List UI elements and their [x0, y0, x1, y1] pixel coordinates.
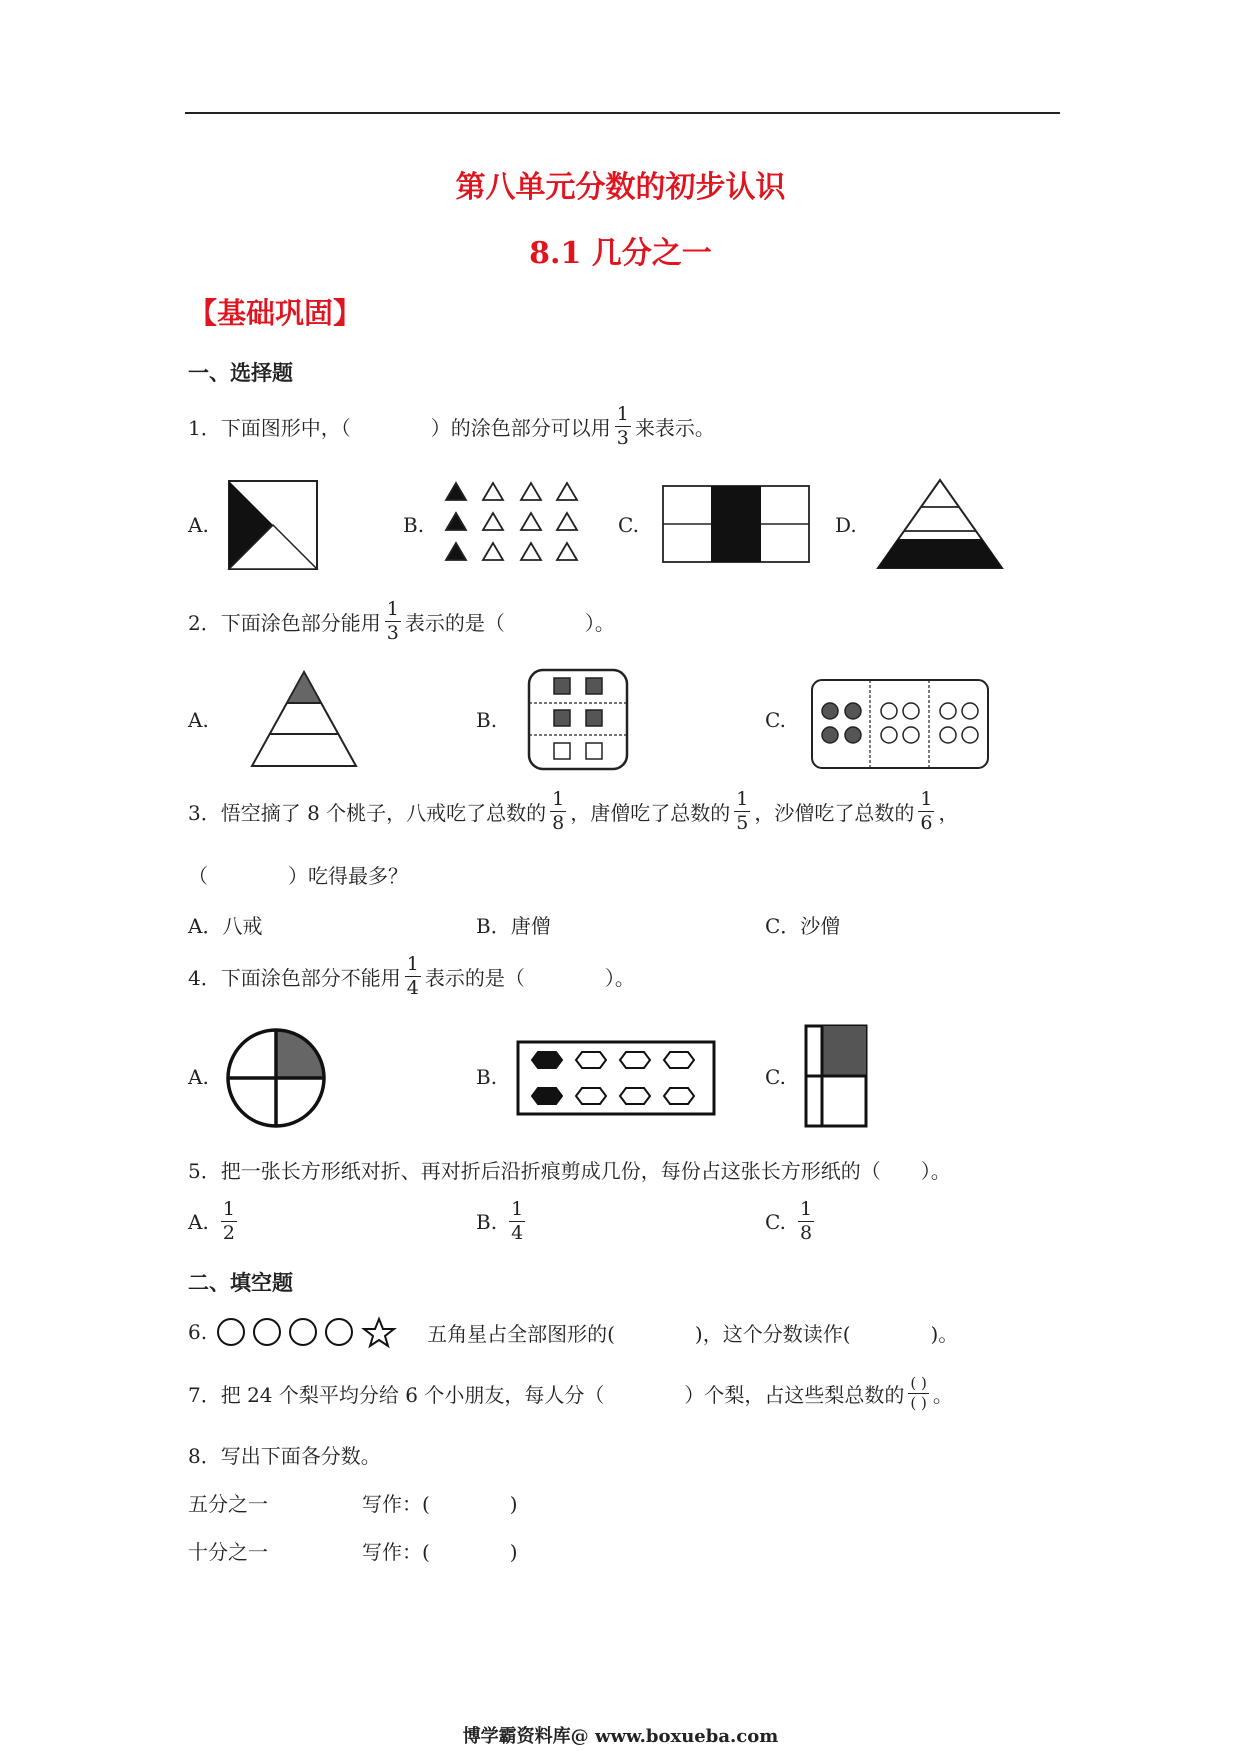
q5-option-c: C. $\frac{1}{8}$ [765, 1198, 813, 1244]
question-8: 8．写出下面各分数。 [188, 1444, 381, 1468]
q2-fraction: $\frac{1}{3}$ [386, 598, 399, 644]
part2-heading: 二、填空题 [188, 1270, 293, 1295]
q4-fraction: $\frac{1}{4}$ [406, 953, 419, 999]
page-subtitle: 8.1 几分之一 [529, 236, 712, 271]
q6-shapes [217, 1317, 419, 1347]
q7-text: 7．把 24 个梨平均分给 6 个小朋友，每人分（ ）个梨，占这些梨总数的 [188, 1383, 905, 1407]
q7-end: 。 [932, 1383, 953, 1407]
section-heading: 【基础巩固】 [188, 296, 363, 330]
q6-prefix: 6. [188, 1320, 208, 1344]
question-7 [188, 1376, 953, 1411]
q1-option-d: D. [835, 513, 857, 537]
question-5: 5．把一张长方形纸对折、再对折后沿折痕剪成几份，每份占这张长方形纸的（ ）。 [188, 1159, 951, 1183]
q5-option-b: B. $\frac{1}{4}$ [476, 1198, 524, 1244]
q3-option-a: A．八戒 [188, 914, 263, 938]
q3-fraction-shaseng: $\frac{1}{6}$ [920, 788, 933, 834]
question-1 [188, 405, 715, 448]
q3-fraction-tangseng: $\frac{1}{5}$ [736, 788, 749, 834]
q3-mid1: ，唐僧吃了总数的 [570, 801, 731, 825]
q2-option-c: C. [765, 708, 786, 732]
q8-row2-name: 十分之一 [188, 1540, 268, 1564]
q1-suffix: 来表示。 [634, 416, 715, 440]
q4-figure-b [516, 1040, 716, 1116]
q4-option-b: B. [476, 1065, 498, 1089]
q1-figure-b [443, 480, 578, 565]
q2-figure-c [810, 678, 990, 770]
q1-figure-a [228, 480, 318, 570]
q4-option-c: C. [765, 1065, 786, 1089]
q1-figure-d [877, 478, 1003, 570]
q2-figure-a [250, 670, 358, 768]
q3-mid2: ，沙僧吃了总数的 [754, 801, 915, 825]
footer-watermark: 博学霸资料库@ www.boxueba.com [462, 1726, 779, 1747]
q8-row2-answer: 写作：( ) [362, 1540, 518, 1564]
q2-suffix: 表示的是（ ）。 [404, 611, 615, 635]
q3-fraction-bajie: $\frac{1}{8}$ [552, 788, 565, 834]
q1-fraction: $\frac{1}{3}$ [616, 403, 629, 449]
q5-option-a: A. $\frac{1}{2}$ [188, 1198, 235, 1244]
q4-option-a: A. [188, 1065, 209, 1089]
q8-row1-name: 五分之一 [188, 1492, 268, 1516]
q6-text: 五角星占全部图形的( )，这个分数读作( )。 [427, 1321, 959, 1346]
question-4 [188, 955, 635, 998]
q2-option-b: B. [476, 708, 498, 732]
q2-option-a: A. [188, 708, 209, 732]
q8-row1-answer: 写作：( ) [362, 1492, 518, 1516]
question-6 [188, 1317, 958, 1347]
q1-option-a: A. [188, 513, 209, 537]
q1-option-b: B. [403, 513, 425, 537]
q4-figure-c [804, 1024, 868, 1128]
q3-option-c: C．沙僧 [765, 914, 841, 938]
q3-line2: （ ）吃得最多？ [188, 864, 408, 888]
q1-figure-c [662, 485, 810, 563]
q4-figure-a [226, 1028, 326, 1128]
header-rule [185, 112, 1060, 114]
q4-prefix: 4．下面涂色部分不能用 [188, 966, 401, 990]
q4-suffix: 表示的是（ ）。 [424, 966, 635, 990]
q3-prefix: 3．悟空摘了 8 个桃子，八戒吃了总数的 [188, 801, 547, 825]
question-3 [188, 790, 958, 833]
q1-option-c: C. [618, 513, 639, 537]
page-title: 第八单元分数的初步认识 [455, 170, 786, 205]
part1-heading: 一、选择题 [188, 360, 293, 385]
q1-prefix: 1．下面图形中，（ ）的涂色部分可以用 [188, 416, 611, 440]
q3-option-b: B．唐僧 [476, 914, 551, 938]
q3-end: ， [938, 801, 959, 825]
q7-fraction: $\frac{( )}{( )}$ [910, 1374, 927, 1412]
q2-prefix: 2．下面涂色部分能用 [188, 611, 381, 635]
q2-figure-b [527, 668, 629, 771]
question-2 [188, 600, 615, 643]
